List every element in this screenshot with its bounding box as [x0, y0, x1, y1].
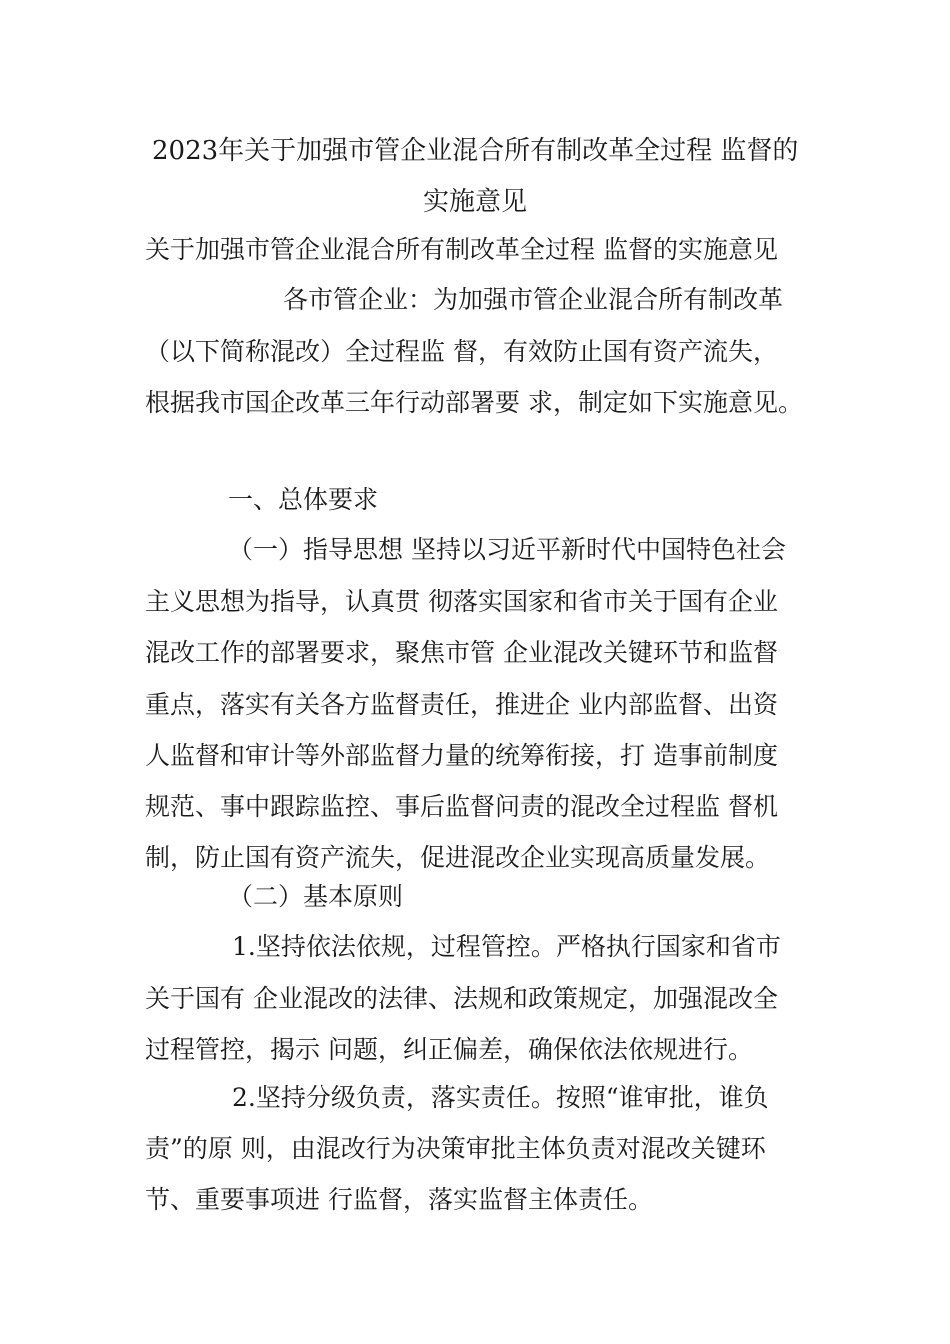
subsection-heading: （二）基本原则 [228, 882, 404, 911]
paragraph-line: 过程管控，揭示 问题，纠正偏差，确保依法依规进行。 [145, 1035, 753, 1064]
paragraph-line: 节、重要事项进 行监督，落实监督主体责任。 [145, 1185, 653, 1214]
paragraph-line: 责”的原 则，由混改行为决策审批主体负责对混改关键环 [145, 1134, 766, 1163]
paragraph-line: 2.坚持分级负责，落实责任。按照“谁审批，谁负 [232, 1083, 769, 1112]
paragraph-line: 关于国有 企业混改的法律、法规和政策规定，加强混改全 [145, 984, 778, 1013]
paragraph-line: 制，防止国有资产流失，促进混改企业实现高质量发展。 [145, 843, 771, 872]
paragraph-line: 重点，落实有关各方监督责任，推进企 业内部监督、出资 [145, 690, 778, 719]
paragraph-line: 规范、事中跟踪监控、事后监督问责的混改全过程监 督机 [145, 792, 778, 821]
paragraph-line: （一）指导思想 坚持以习近平新时代中国特色社会 [228, 535, 786, 564]
paragraph-line: 混改工作的部署要求，聚焦市管 企业混改关键环节和监督 [145, 638, 778, 667]
document-title-line-1: 2023年关于加强市管企业混合所有制改革全过程 监督的 [152, 136, 799, 166]
intro-line: 各市管企业：为加强市管企业混合所有制改革 [283, 285, 784, 314]
intro-line: 根据我市国企改革三年行动部署要 求，制定如下实施意见。 [145, 388, 803, 417]
intro-line: （以下简称混改）全过程监 督，有效防止国有资产流失， [145, 337, 778, 366]
paragraph-line: 主义思想为指导，认真贯 彻落实国家和省市关于国有企业 [145, 587, 778, 616]
paragraph-line: 人监督和审计等外部监督力量的统筹衔接，打 造事前制度 [145, 741, 778, 770]
paragraph-line: 1.坚持依法依规，过程管控。严格执行国家和省市 [232, 932, 781, 961]
document-title-line-2: 实施意见 [423, 187, 528, 217]
section-heading: 一、总体要求 [228, 485, 379, 514]
document-subtitle: 关于加强市管企业混合所有制改革全过程 监督的实施意见 [145, 235, 778, 264]
